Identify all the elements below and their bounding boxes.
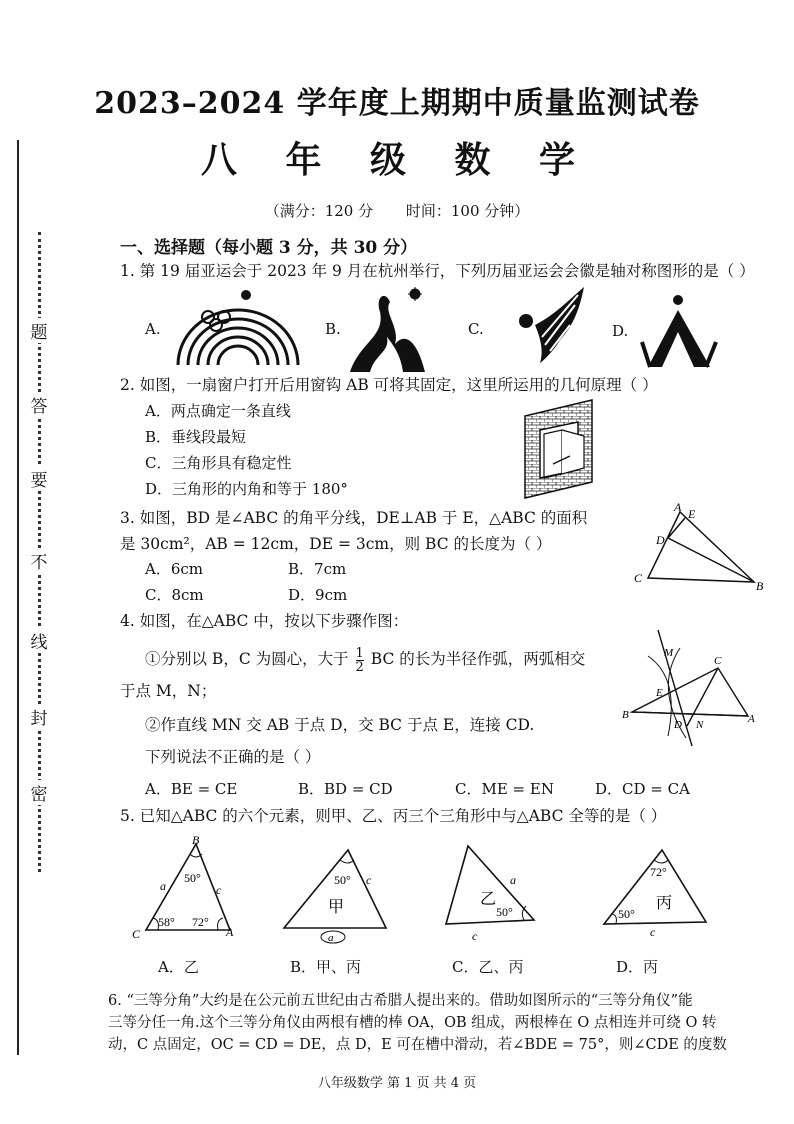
q1-option-a: A. <box>145 320 161 338</box>
q5-yi-angle: 50° <box>496 905 513 919</box>
q6-stem-line1: 6. “三等分角”大约是在公元前五世纪由古希腊人提出来的。借助如图所示的“三等分角仪”能 <box>108 993 693 1009</box>
q3-option-c: C．8cm <box>145 586 204 604</box>
q4-option-d: D．CD = CA <box>595 780 690 798</box>
q3-label-b: B <box>756 579 764 592</box>
q5-jia-name: 甲 <box>328 899 345 916</box>
q5-triangle-bing <box>598 844 716 936</box>
q2-window-figure <box>520 398 595 500</box>
q4-label-d: D <box>674 719 682 731</box>
q4-label-n: N <box>696 719 704 731</box>
q4-step2: ②作直线 MN 交 AB 于点 D，交 BC 于点 E，连接 CD. <box>145 716 535 734</box>
q5-abc-angle-c: 58° <box>158 915 175 929</box>
q4-fraction-num: 1 <box>355 645 364 661</box>
q3-label-d: D <box>656 533 665 547</box>
q5-option-c: C．乙、丙 <box>452 958 524 976</box>
q4-fraction-den: 2 <box>355 659 364 675</box>
q4-label-m: M <box>664 647 674 659</box>
emblem-a-icon <box>170 285 305 375</box>
q3-label-e: E <box>688 507 696 521</box>
q5-abc-side-c: c <box>216 883 222 897</box>
q5-triangle-jia <box>278 840 393 945</box>
emblem-d-icon <box>640 292 720 370</box>
q4-label-e: E <box>656 687 663 699</box>
q5-stem: 5. 已知△ABC 的六个元素，则甲、乙、丙三个三角形中与△ABC 全等的是（ ） <box>120 807 667 825</box>
q5-abc-side-a: a <box>160 879 166 893</box>
q4-label-a: A <box>748 713 755 725</box>
q4-step1-b: BC 的长为半径作弧，两弧相交 <box>370 650 586 668</box>
q1-stem: 1. 第 19 届亚运会于 2023 年 9 月在杭州举行，下列历届亚运会会徽是轴对称图形的是（ ） <box>120 262 755 280</box>
q5-triangle-yi <box>430 840 545 945</box>
q3-label-a: A <box>674 500 682 514</box>
section-heading: 一、选择题（每小题 3 分，共 30 分） <box>120 238 418 258</box>
q5-jia-side: c <box>366 873 372 887</box>
q3-option-a: A．6cm <box>145 560 204 578</box>
q4-label-b: B <box>622 709 629 721</box>
q5-bing-angle-top: 72° <box>650 865 667 879</box>
q5-bing-name: 丙 <box>656 895 673 912</box>
q1-option-d: D. <box>612 322 629 340</box>
binding-char: 线 <box>28 628 50 653</box>
q2-option-b: B．垂线段最短 <box>145 428 247 446</box>
q4-stem: 4. 如图，在△ABC 中，按以下步骤作图： <box>120 612 409 630</box>
exam-title: 2023–2024 学年度上期期中质量监测试卷 <box>94 86 700 121</box>
q3-label-c: C <box>634 571 643 585</box>
exam-subtitle: 八 年 级 数 学 <box>200 139 594 181</box>
q3-stem-line2: 是 30cm²，AB = 12cm，DE = 3cm，则 BC 的长度为（ ） <box>120 535 552 553</box>
q5-jia-bottom: a <box>328 932 334 944</box>
q6-stem-line2: 三等分任一角.这个三等分角仪由两根有槽的棒 OA，OB 组成，两根棒在 O 点相连并可绕 O 转 <box>108 1015 717 1031</box>
q3-option-b: B．7cm <box>288 560 347 578</box>
q4-label-c: C <box>714 655 722 667</box>
q2-option-d: D．三角形的内角和等于 180° <box>145 480 348 498</box>
q4-step1-a: ①分别以 B，C 为圆心，大于 <box>145 650 349 668</box>
q4-option-a: A．BE = CE <box>145 780 238 798</box>
q3-triangle-figure <box>630 500 770 592</box>
q4-ask: 下列说法不正确的是（ ） <box>145 748 321 766</box>
page-footer: 八年级数学 第 1 页 共 4 页 <box>317 1076 477 1091</box>
q5-bing-angle-left: 50° <box>618 907 635 921</box>
q5-option-d: D．丙 <box>616 958 659 976</box>
binding-char: 要 <box>28 466 50 491</box>
q5-abc-label-c: C <box>132 927 141 941</box>
q5-yi-name: 乙 <box>480 891 497 908</box>
q5-bing-bottom: c <box>650 925 656 936</box>
q3-stem-line1: 3. 如图，BD 是∠ABC 的角平分线，DE⊥AB 于 E，△ABC 的面积 <box>120 509 588 527</box>
q5-yi-bottom: c <box>472 929 478 943</box>
q1-option-b: B. <box>325 320 341 338</box>
q1-option-c: C. <box>468 320 484 338</box>
q4-step1-c: 于点 M，N； <box>120 682 217 700</box>
time-limit: 时间：100 分钟） <box>405 202 530 220</box>
emblem-b-icon <box>345 282 430 374</box>
binding-char: 封 <box>28 704 50 729</box>
binding-char: 不 <box>28 548 50 573</box>
full-marks: （满分：120 分 <box>264 202 374 220</box>
binding-char: 密 <box>28 780 50 805</box>
q5-abc-angle-a: 72° <box>192 915 209 929</box>
q2-option-c: C．三角形具有稳定性 <box>145 454 292 472</box>
q4-fraction <box>356 647 364 674</box>
q5-abc-label-a: A <box>226 925 234 939</box>
q2-option-a: A．两点确定一条直线 <box>145 402 291 420</box>
q5-triangle-abc <box>128 832 243 944</box>
q4-construction-figure <box>620 628 755 748</box>
binding-line <box>17 140 19 1055</box>
binding-char: 答 <box>28 392 50 417</box>
q5-abc-label-b: B <box>192 833 200 847</box>
q4-option-b: B．BD = CD <box>298 780 393 798</box>
q5-option-a: A．乙 <box>158 958 199 976</box>
q5-option-b: B．甲、丙 <box>290 958 362 976</box>
q3-option-d: D．9cm <box>288 586 348 604</box>
binding-char: 题 <box>28 318 50 343</box>
q6-stem-line3: 动，C 点固定，OC = CD = DE，点 D，E 可在槽中滑动，若∠BDE = 75°，则∠CDE 的度数 <box>108 1037 727 1053</box>
exam-meta <box>0 200 794 221</box>
q5-jia-angle: 50° <box>334 873 351 887</box>
q4-option-c: C．ME = EN <box>455 780 554 798</box>
q5-abc-angle-b: 50° <box>184 871 201 885</box>
emblem-c-icon <box>500 285 588 367</box>
q4-step1 <box>145 646 585 674</box>
q2-stem: 2. 如图，一扇窗户打开后用窗钩 AB 可将其固定，这里所运用的几何原理（ ） <box>120 376 658 394</box>
q5-yi-side: a <box>510 873 516 887</box>
